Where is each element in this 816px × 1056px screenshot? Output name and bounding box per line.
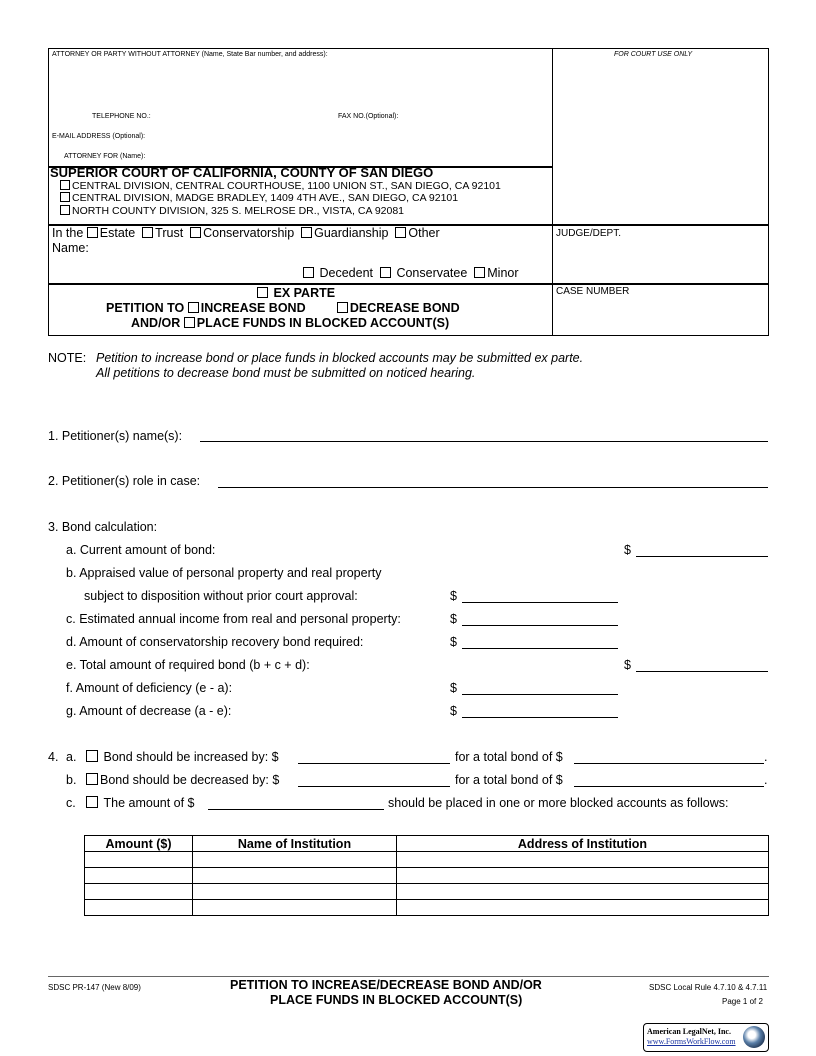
dollar-sign: $ (450, 612, 457, 626)
checkbox-guardianship[interactable]: Guardianship (301, 226, 388, 240)
telephone-label: TELEPHONE NO.: (92, 113, 151, 120)
increase-amount-field[interactable] (298, 763, 450, 764)
local-rule: SDSC Local Rule 4.7.10 & 4.7.11 (649, 983, 768, 992)
case-number-label: CASE NUMBER (556, 286, 630, 297)
item-2-label: 2. Petitioner(s) role in case: (48, 474, 201, 488)
checkbox-other[interactable]: Other (395, 226, 439, 240)
court-use-label: FOR COURT USE ONLY (614, 51, 693, 58)
recovery-bond-field[interactable] (462, 648, 618, 649)
note-label: NOTE: (48, 351, 87, 365)
checkbox-blocked[interactable]: The amount of $ (86, 796, 195, 810)
period: . (764, 750, 768, 764)
blocked-row: AND/OR PLACE FUNDS IN BLOCKED ACCOUNT(S) (131, 316, 450, 330)
blocked-amount-field[interactable] (208, 809, 384, 810)
petitioner-role-field[interactable] (218, 487, 768, 488)
logo-text: American LegalNet, Inc. (647, 1027, 731, 1036)
checkbox-conservatee[interactable]: Conservatee (380, 266, 467, 280)
column-header-address: Address of Institution (397, 836, 769, 852)
dollar-sign: $ (450, 589, 457, 603)
dollar-sign: $ (450, 681, 457, 695)
item-3c-label: c. Estimated annual income from real and personal property: (66, 612, 401, 626)
total-bond-label: for a total bond of $ (455, 750, 563, 764)
column-header-amount: Amount ($) (85, 836, 193, 852)
decrease-amount-field[interactable] (298, 786, 450, 787)
table-row[interactable] (85, 852, 769, 868)
table-header-row (85, 836, 769, 852)
judge-dept-label: JUDGE/DEPT. (556, 228, 622, 239)
item-3f-label: f. Amount of deficiency (e - a): (66, 681, 233, 695)
petitioner-name-field[interactable] (200, 441, 768, 442)
blocked-accounts-table (84, 835, 769, 916)
dollar-sign: $ (624, 658, 631, 672)
attorney-label: ATTORNEY OR PARTY WITHOUT ATTORNEY (Name, State Bar number, and address): (52, 51, 328, 58)
dollar-sign: $ (450, 704, 457, 718)
checkbox-conservatorship[interactable]: Conservatorship (190, 226, 294, 240)
column-header-institution: Name of Institution (193, 836, 397, 852)
note-line-1: Petition to increase bond or place funds in blocked accounts may be submitted ex parte. (96, 351, 584, 365)
item-3g-label: g. Amount of decrease (a - e): (66, 704, 232, 718)
checkbox-minor[interactable]: Minor (474, 266, 518, 280)
petition-to-row: PETITION TO INCREASE BOND DECREASE BOND (106, 301, 460, 315)
form-number: SDSC PR-147 (New 8/09) (48, 983, 141, 992)
party-type-row (303, 266, 519, 280)
footer-title-1: PETITION TO INCREASE/DECREASE BOND AND/OR (230, 978, 542, 992)
item-1-label: 1. Petitioner(s) name(s): (48, 429, 183, 443)
annual-income-field[interactable] (462, 625, 618, 626)
checkbox-decedent[interactable]: Decedent (303, 266, 373, 280)
item-4b-label: b. (66, 773, 77, 787)
checkbox-estate[interactable]: Estate (87, 226, 135, 240)
item-3a-label: a. Current amount of bond: (66, 543, 216, 557)
checkbox-decrease-bond[interactable]: DECREASE BOND (337, 301, 460, 315)
page-number: Page 1 of 2 (722, 997, 763, 1006)
item-4c-label: c. (66, 796, 76, 810)
footer-title-2: PLACE FUNDS IN BLOCKED ACCOUNT(S) (270, 993, 523, 1007)
attorney-for-label: ATTORNEY FOR (Name): (64, 153, 146, 160)
item-3b-label-2: subject to disposition without prior court approval: (84, 589, 358, 603)
dollar-sign: $ (624, 543, 631, 557)
checkbox-increase-bond[interactable]: INCREASE BOND (188, 301, 306, 315)
checkbox-decrease[interactable]: Bond should be decreased by: $ (86, 773, 279, 787)
court-title: SUPERIOR COURT OF CALIFORNIA, COUNTY OF SAN DIEGO (50, 165, 434, 180)
matter-type-row: In the Estate Trust Conservatorship Guardianship Other (52, 226, 440, 240)
item-3b-label: b. Appraised value of personal property and real property (66, 566, 382, 580)
deficiency-field[interactable] (462, 694, 618, 695)
period: . (764, 773, 768, 787)
item-3d-label: d. Amount of conservatorship recovery bond required: (66, 635, 364, 649)
appraised-value-field[interactable] (462, 602, 618, 603)
total-bond-label: for a total bond of $ (455, 773, 563, 787)
current-bond-field[interactable] (636, 556, 768, 557)
logo-link[interactable]: www.FormsWorkFlow.com (647, 1037, 736, 1046)
table-row[interactable] (85, 884, 769, 900)
item-4-label: 4. (48, 750, 59, 764)
checkbox-trust[interactable]: Trust (142, 226, 183, 240)
globe-icon (743, 1026, 765, 1048)
fax-label: FAX NO.(Optional): (338, 113, 399, 120)
decrease-field[interactable] (462, 717, 618, 718)
item-3-label: 3. Bond calculation: (48, 520, 158, 534)
note-line-2: All petitions to decrease bond must be submitted on noticed hearing. (96, 366, 476, 380)
division-option[interactable]: NORTH COUNTY DIVISION, 325 S. MELROSE DR., VISTA, CA 92081 (60, 205, 501, 217)
division-list (60, 180, 501, 217)
item-4a-label: a. (66, 750, 77, 764)
name-label: Name: (52, 241, 89, 255)
division-option[interactable]: CENTRAL DIVISION, CENTRAL COURTHOUSE, 1100 UNION ST., SAN DIEGO, CA 92101 (60, 180, 501, 192)
decrease-total-field[interactable] (574, 786, 764, 787)
email-label: E-MAIL ADDRESS (Optional): (52, 133, 146, 140)
american-legalnet-logo[interactable] (643, 1023, 769, 1052)
item-3e-label: e. Total amount of required bond (b + c + d): (66, 658, 310, 672)
division-option[interactable]: CENTRAL DIVISION, MADGE BRADLEY, 1409 4TH AVE., SAN DIEGO, CA 92101 (60, 192, 501, 204)
dollar-sign: $ (450, 635, 457, 649)
table-row[interactable] (85, 900, 769, 916)
checkbox-increase[interactable]: Bond should be increased by: $ (86, 750, 279, 764)
checkbox-ex-parte[interactable]: EX PARTE (257, 286, 335, 300)
table-row[interactable] (85, 868, 769, 884)
checkbox-blocked-account[interactable]: PLACE FUNDS IN BLOCKED ACCOUNT(S) (184, 316, 449, 330)
blocked-tail-label: should be placed in one or more blocked accounts as follows: (388, 796, 729, 810)
increase-total-field[interactable] (574, 763, 764, 764)
total-bond-field[interactable] (636, 671, 768, 672)
